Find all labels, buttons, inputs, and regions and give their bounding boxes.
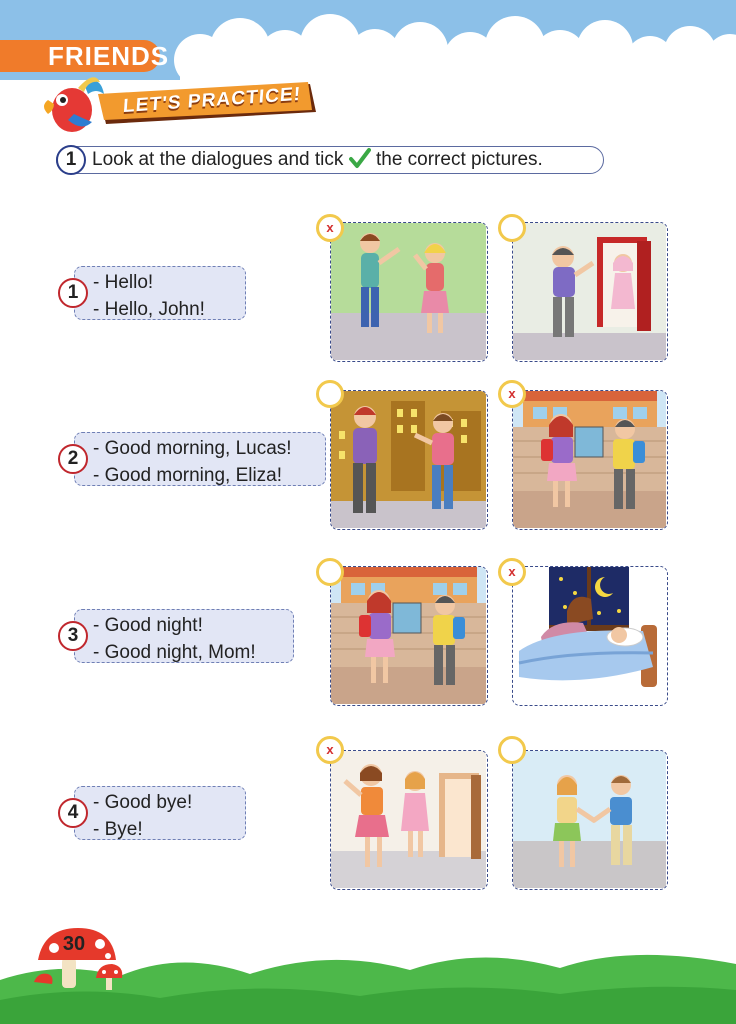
lets-practice-title: LET'S PRACTICE! (122, 83, 302, 118)
picture-two-boys-greeting-city[interactable] (330, 390, 488, 530)
dialogue-line: - Good morning, Eliza! (93, 465, 283, 486)
dialogue-number: 2 (58, 444, 88, 474)
answer-circle[interactable] (316, 558, 344, 586)
dialogue-line: - Hello, John! (93, 299, 205, 320)
picture-boy-and-girl-shaking-hands[interactable] (512, 750, 668, 890)
answer-circle[interactable]: x (498, 558, 526, 586)
dialogue-number: 3 (58, 621, 88, 651)
dialogue-number: 4 (58, 798, 88, 828)
dialogue-line: - Good bye! (93, 792, 193, 813)
picture-mother-putting-child-to-bed[interactable] (512, 566, 668, 706)
exercise-number: 1 (56, 145, 86, 175)
dialogue-box (74, 266, 246, 320)
checkmark-icon (349, 147, 371, 169)
dialogue-box (74, 609, 294, 663)
answer-circle[interactable]: x (316, 736, 344, 764)
page-number: 30 (62, 933, 86, 955)
instruction-text-after: the correct pictures. (375, 149, 543, 170)
answer-circle[interactable]: x (498, 380, 526, 408)
dialogue-box (74, 786, 246, 840)
instruction-text (92, 146, 543, 174)
picture-two-girls-waving-at-door[interactable] (330, 750, 488, 890)
dialogue-number: 1 (58, 278, 88, 308)
unit-title: FRIENDS (0, 40, 160, 72)
answer-circle[interactable] (498, 736, 526, 764)
dialogue-line: - Good night, Mom! (93, 642, 256, 663)
answer-circle[interactable] (316, 380, 344, 408)
dialogue-line: - Good night! (93, 615, 203, 636)
picture-boy-greeting-girl-at-door[interactable] (512, 222, 668, 362)
dialogue-box (74, 432, 326, 486)
picture-children-at-school[interactable] (330, 566, 488, 706)
dialogue-line: - Good morning, Lucas! (93, 438, 292, 459)
picture-two-children-greeting-outdoors[interactable] (330, 222, 488, 362)
answer-circle[interactable]: x (316, 214, 344, 242)
dialogue-line: - Hello! (93, 272, 154, 293)
instruction-text-before: Look at the dialogues and tick (92, 149, 344, 170)
dialogue-line: - Bye! (93, 819, 143, 840)
picture-children-at-school[interactable] (512, 390, 668, 530)
answer-circle[interactable] (498, 214, 526, 242)
